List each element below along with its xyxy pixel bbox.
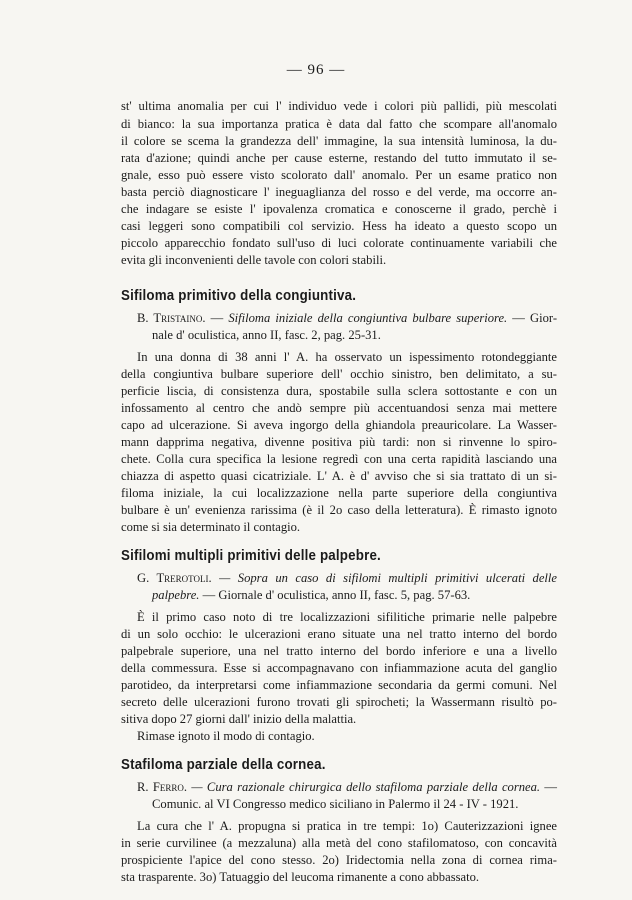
text-line: di un solo occhio: le ulcerazioni erano situate una nel tratto interno del bordo	[121, 627, 557, 641]
text-line: di bianco: la sua importanza pratica è data dal fatto che scompare all'anomalo	[121, 117, 557, 131]
reference-line: Comunic. al VI Congresso medico siciliano in Palermo il 24 - IV - 1921.	[152, 797, 519, 811]
section-heading: Stafiloma parziale della cornea.	[121, 757, 326, 773]
reference-tail: — Gior-	[512, 311, 558, 325]
text-line: della congiuntiva bulbare superiore dell' occhio sinistro, ben delimitato, a su-	[121, 367, 557, 381]
text-line: bulbare è un' evenienza rarissima (è il 2o caso della letteratura). È rimasto ignoto	[121, 503, 557, 517]
text-line: chiazza di aspetto quasi cicatriziale. L' A. è d' avviso che si sia trattato di un si-	[121, 469, 557, 483]
section-heading: Sifiloma primitivo della congiuntiva.	[121, 288, 357, 304]
text-line: rata d'azione; quindi anche per cause esterne, restando del tutto immutato il se-	[121, 151, 557, 165]
text-line: il colore se scema la grandezza dell' immagine, la sua intensità luminosa, la du-	[121, 134, 557, 148]
text-line: In una donna di 38 anni l' A. ha osservato un ispessimento rotondeggiante	[137, 350, 557, 364]
text-line: sitiva dopo 27 giorni dall' inizio della malattia.	[121, 712, 357, 726]
text-line: casi leggeri sono compatibili col servizio. Hess ha ideato a questo scopo un	[121, 219, 557, 233]
reference-title: Sifiloma iniziale della congiuntiva bulbare superiore.	[228, 311, 508, 325]
text-line: È il primo caso noto di tre localizzazioni sifilitiche primarie nelle palpebre	[137, 610, 557, 624]
reference-line	[137, 570, 557, 586]
reference-author: R. Ferro.	[137, 780, 188, 794]
reference-line: B. Tristaino. — Sifiloma iniziale della congiuntiva bulbare superiore. — Gior-	[137, 311, 558, 325]
text-line: capo ad ulcerazione. Si aveva ingorgo della ghiandola preauricolare. La Wasser-	[121, 418, 557, 432]
reference-author: G. Trerotoli.	[137, 571, 212, 585]
text-line: perficie liscia, di consistenza dura, spostabile sulla sclera sottostante e con un	[121, 384, 557, 398]
text-line: della commessura. Esse si accompagnavano con infiammazione acuta del ganglio	[121, 661, 557, 675]
reference-line: nale d' oculistica, anno II, fasc. 2, pag. 25-31.	[152, 328, 381, 342]
text-line: secreto delle ulcerazioni furono trovati gli spirocheti; la Wassermann risultò po-	[121, 695, 557, 709]
reference-tail: —	[544, 780, 558, 794]
reference-author: B. Tristaino.	[137, 311, 206, 325]
reference-title-cont: palpebre.	[152, 588, 200, 602]
text-line: infossamento al centro che andò sempre più accentuandosi senza mai mettere	[121, 401, 557, 415]
text-line: che indagare se esiste l' ipovalenza cromatica e conoscerne il grado, perchè i	[121, 202, 557, 216]
text-line: prospiciente l'apice del cono stesso. 2o) Iridectomia nella zona di cornea rima-	[121, 853, 557, 867]
text-line: basta perciò diagnosticare l' ineguaglianza del rosso e del verde, ma occorre an-	[121, 185, 557, 199]
text-line: sta trasparente. 3o) Tatuaggio del leucoma rimanente a cono abbassato.	[121, 870, 480, 884]
text-line: st' ultima anomalia per cui l' individuo vede i colori più pallidi, più mescolati	[121, 99, 557, 113]
section-heading: Sifilomi multipli primitivi delle palpebre.	[121, 548, 381, 564]
text-line: filoma iniziale, la cui localizzazione nella parte superiore della congiuntiva	[121, 486, 557, 500]
text-line: Rimase ignoto il modo di contagio.	[137, 729, 315, 743]
reference-title: — Sopra un caso di sifilomi multipli primitivi ulcerati delle	[219, 571, 558, 585]
text-line: evita gli inconvenienti delle tavole con colori stabili.	[121, 253, 387, 267]
text-line: chete. Colla cura specifica la lesione regredì con una certa rapidità lasciando una	[121, 452, 557, 466]
text-line: palpebrale superiore, una nel tratto interno del bordo inferiore e una a livello	[121, 644, 557, 658]
text-line: mann dapprima negativa, divenne positiva più tardi: non si rinvenne lo spiro-	[121, 435, 557, 449]
text-line: parotideo, da interpretarsi come infiammazione secondaria da germi comuni. Nel	[121, 678, 557, 692]
reference-title: — Cura razionale chirurgica dello stafiloma parziale della cornea.	[191, 780, 541, 794]
reference-line	[152, 587, 557, 603]
text-line: in serie curvilinee (a mezzaluna) alla metà del cono stafilomatoso, con concavità	[121, 836, 557, 850]
text-line: piccolo apparecchio fondato sull'uso di luci colorate continuamente variabili che	[121, 236, 557, 250]
text-line: La cura che l' A. propugna si pratica in tre tempi: 1o) Cauterizzazioni ignee	[137, 819, 557, 833]
text-line: gnale, esso può essere visto scolorato dall' anomalo. Per un esame pratico non	[121, 168, 557, 182]
reference-source: — Giornale d' oculistica, anno II, fasc. 5, pag. 57-63.	[202, 588, 471, 602]
text-line: come si sia determinato il contagio.	[121, 520, 301, 534]
reference-line	[137, 779, 557, 795]
page-number: — 96 —	[286, 62, 346, 78]
